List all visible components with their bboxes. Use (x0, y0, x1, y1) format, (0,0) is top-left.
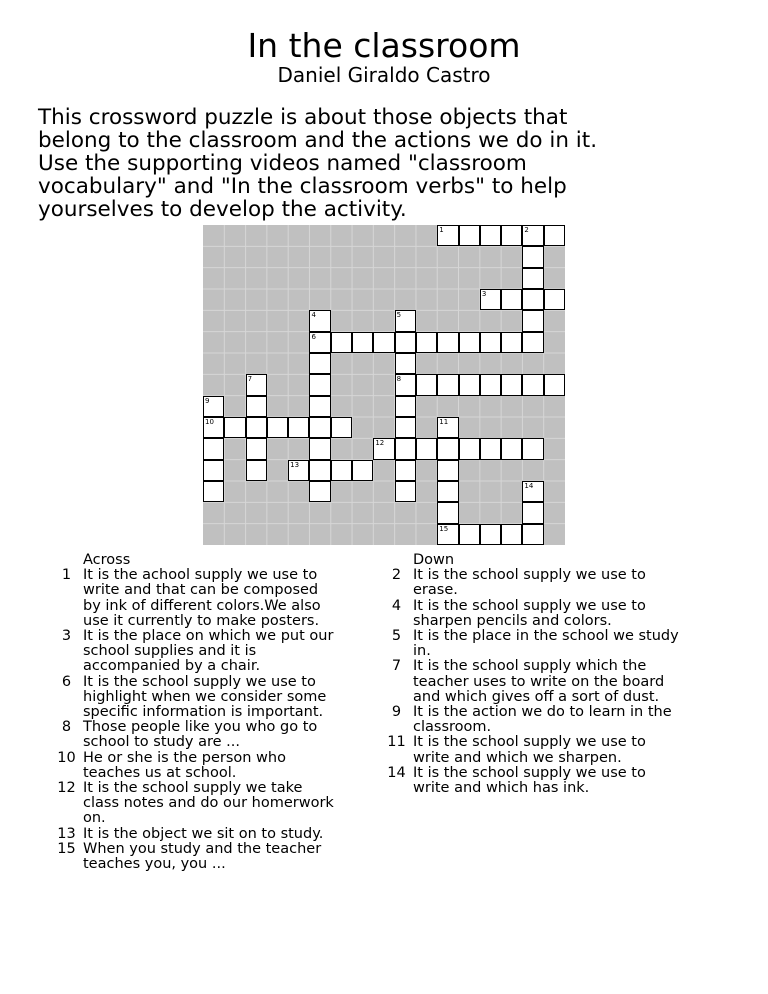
crossword-cell[interactable] (395, 460, 416, 481)
crossword-cell[interactable] (459, 524, 480, 545)
crossword-cell[interactable] (416, 438, 437, 459)
clue-item (50, 568, 340, 629)
crossword-cell[interactable] (501, 374, 522, 395)
crossword-cell[interactable] (246, 374, 267, 395)
clue-item (50, 781, 340, 827)
clue-text: It is the school supply which the teacher uses to write on the board and which gives off a sort of dust. (413, 658, 665, 705)
crossword-cell[interactable] (501, 289, 522, 310)
cell-number: 13 (290, 460, 300, 469)
clue-text: It is the achool supply we use to write and that can be composed by ink of different colors.We also use it currently to make posters. (83, 567, 321, 629)
down-heading: Down (413, 552, 455, 568)
page-title: In the classroom (247, 26, 521, 65)
clue-number: 10 (57, 749, 76, 766)
crossword-cell[interactable] (501, 438, 522, 459)
crossword-cell[interactable] (395, 332, 416, 353)
crossword-cell[interactable] (522, 289, 543, 310)
crossword-cell[interactable] (246, 396, 267, 417)
crossword-cell[interactable] (437, 524, 458, 545)
clue-text: It is the school supply we take class notes and do our homerwork on. (83, 780, 334, 827)
across-clues (50, 553, 340, 872)
crossword-cell[interactable] (203, 438, 224, 459)
crossword-cell[interactable] (331, 460, 352, 481)
clue-text: It is the place on which we put our school supplies and it is accompanied by a chair. (83, 628, 334, 675)
crossword-cell[interactable] (522, 268, 543, 289)
crossword-cell[interactable] (309, 417, 330, 438)
crossword-cell[interactable] (288, 460, 309, 481)
crossword-cell[interactable] (437, 225, 458, 246)
cell-number: 4 (311, 311, 316, 320)
intro-line: belong to the classroom and the actions we do in it. (38, 128, 598, 153)
intro-paragraph (38, 106, 738, 221)
crossword-cell[interactable] (395, 396, 416, 417)
crossword-cell[interactable] (480, 374, 501, 395)
crossword-cell[interactable] (203, 460, 224, 481)
clue-text: When you study and the teacher teaches you, you ... (83, 840, 322, 873)
crossword-cell[interactable] (544, 374, 565, 395)
crossword-cell[interactable] (459, 332, 480, 353)
crossword-cell[interactable] (522, 332, 543, 353)
crossword-cell[interactable] (203, 396, 224, 417)
clue-number: 12 (57, 780, 76, 797)
crossword-cell[interactable] (522, 502, 543, 523)
clue-text: It is the school supply we use to sharpen pencils and colors. (413, 597, 646, 629)
clue-number: 9 (391, 704, 402, 721)
crossword-cell[interactable] (437, 374, 458, 395)
clue-number: 15 (57, 840, 76, 857)
crossword-cell[interactable] (352, 460, 373, 481)
clue-number: 2 (391, 567, 402, 584)
crossword-cell[interactable] (522, 481, 543, 502)
crossword-cell[interactable] (437, 502, 458, 523)
crossword-cell[interactable] (437, 332, 458, 353)
crossword-cell[interactable] (331, 417, 352, 438)
clue-item (380, 705, 680, 735)
clue-number: 13 (57, 825, 76, 842)
crossword-cell[interactable] (522, 246, 543, 267)
intro-line: vocabulary" and "In the classroom verbs" to help (38, 174, 567, 199)
crossword-cell[interactable] (437, 438, 458, 459)
crossword-cell[interactable] (437, 460, 458, 481)
clue-item (50, 675, 340, 721)
crossword-cell[interactable] (224, 417, 245, 438)
crossword-cell[interactable] (309, 332, 330, 353)
crossword-cell[interactable] (522, 225, 543, 246)
cell-number: 1 (439, 226, 444, 234)
crossword-cell[interactable] (309, 438, 330, 459)
cell-number: 3 (481, 290, 487, 298)
clue-text: It is the school supply we use to write and which has ink. (413, 764, 646, 797)
clue-text: It is the school supply we use to highlight when we consider some specific information is important. (83, 673, 327, 721)
clue-text: It is the action we do to learn in the classroom. (413, 704, 672, 736)
crossword-cell[interactable] (267, 417, 288, 438)
clue-number: 7 (391, 658, 402, 675)
clue-text: He or she is the person who teaches us at school. (83, 749, 286, 781)
cell-number: 9 (205, 396, 210, 405)
cell-number: 8 (396, 375, 402, 384)
crossword-cell[interactable] (373, 438, 394, 459)
crossword-cell[interactable] (459, 225, 480, 246)
crossword-cell[interactable] (309, 396, 330, 417)
clue-item (50, 720, 340, 750)
crossword-cell[interactable] (395, 310, 416, 331)
clue-item (380, 766, 680, 796)
crossword-cell[interactable] (501, 225, 522, 246)
clue-item (50, 751, 340, 781)
crossword-cell[interactable] (437, 417, 458, 438)
clue-item (380, 599, 680, 629)
down-clues (380, 553, 680, 796)
clue-number: 8 (61, 719, 72, 736)
crossword-cell[interactable] (522, 310, 543, 331)
crossword-cell[interactable] (203, 481, 224, 502)
clue-text: It is the school supply we use to write and which we sharpen. (413, 734, 646, 766)
clue-number: 3 (61, 628, 72, 645)
crossword-cell[interactable] (331, 332, 352, 353)
crossword-cell[interactable] (480, 524, 501, 545)
author-name: Daniel Giraldo Castro (277, 63, 491, 87)
crossword-cell[interactable] (246, 438, 267, 459)
clue-item (50, 842, 340, 872)
intro-line: Use the supporting videos named "classroom (38, 151, 527, 176)
intro-line: This crossword puzzle is about those objects that (38, 105, 568, 130)
crossword-cell[interactable] (309, 310, 330, 331)
crossword-cell[interactable] (395, 374, 416, 395)
crossword-cell[interactable] (459, 438, 480, 459)
cell-number: 15 (439, 524, 449, 533)
crossword-cell[interactable] (395, 481, 416, 502)
clue-text: It is the place in the school we study in. (413, 628, 679, 660)
crossword-cell[interactable] (522, 438, 543, 459)
crossword-cell[interactable] (480, 289, 501, 310)
clue-text: Those people like you who go to school to study are ... (83, 719, 318, 751)
crossword-cell[interactable] (459, 374, 480, 395)
cell-number: 6 (311, 332, 316, 341)
crossword-cell[interactable] (544, 225, 565, 246)
crossword-cell[interactable] (522, 374, 543, 395)
intro-line: yourselves to develop the activity. (38, 197, 407, 222)
clue-item (50, 629, 340, 675)
crossword-cell[interactable] (416, 332, 437, 353)
clue-number: 6 (61, 673, 72, 690)
crossword-cell[interactable] (480, 225, 501, 246)
clue-number: 5 (391, 628, 402, 645)
clue-text: It is the school supply we use to erase. (413, 567, 646, 599)
clue-number: 1 (61, 567, 72, 584)
cell-number: 7 (247, 375, 253, 384)
crossword-cell[interactable] (352, 332, 373, 353)
crossword-cell[interactable] (373, 332, 394, 353)
clue-item (380, 568, 680, 598)
crossword-cell[interactable] (395, 417, 416, 438)
crossword-cell[interactable] (246, 460, 267, 481)
across-heading: Across (83, 552, 131, 568)
crossword-cell[interactable] (395, 438, 416, 459)
crossword-cell[interactable] (395, 353, 416, 374)
crossword-cell[interactable] (501, 332, 522, 353)
clue-item (380, 629, 680, 659)
crossword-cell[interactable] (501, 524, 522, 545)
clue-number: 14 (387, 764, 406, 781)
crossword-cell[interactable] (309, 353, 330, 374)
crossword-cell[interactable] (480, 438, 501, 459)
cell-number: 11 (439, 418, 449, 426)
clue-item (380, 735, 680, 765)
crossword-cell[interactable] (416, 374, 437, 395)
crossword-cell[interactable] (203, 417, 224, 438)
crossword-cell[interactable] (544, 289, 565, 310)
crossword-cell[interactable] (309, 374, 330, 395)
crossword-grid (203, 225, 565, 545)
cell-number: 2 (524, 226, 529, 234)
crossword-cell[interactable] (288, 417, 309, 438)
crossword-cell[interactable] (309, 460, 330, 481)
clue-number: 11 (387, 734, 406, 751)
clue-item (50, 827, 340, 842)
crossword-cell[interactable] (480, 332, 501, 353)
clue-number: 4 (391, 597, 402, 614)
crossword-cell[interactable] (522, 524, 543, 545)
crossword-cell[interactable] (437, 481, 458, 502)
cell-number: 12 (375, 439, 385, 448)
crossword-cell[interactable] (246, 417, 267, 438)
cell-number: 5 (396, 311, 402, 320)
cell-number: 10 (205, 418, 214, 426)
crossword-cell[interactable] (309, 481, 330, 502)
clue-text: It is the object we sit on to study. (83, 825, 324, 842)
clue-item (380, 659, 680, 705)
cell-number: 14 (524, 482, 534, 490)
